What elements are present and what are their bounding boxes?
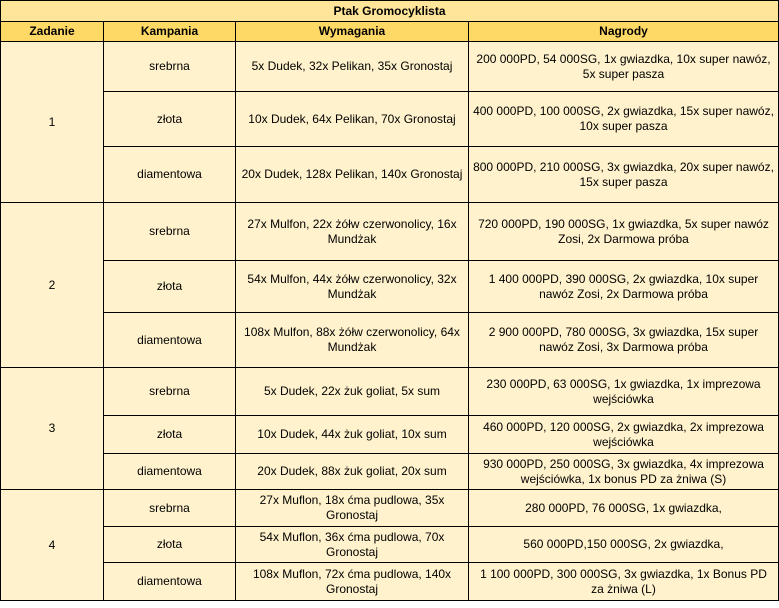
requirements-cell: 10x Dudek, 44x żuk goliat, 10x sum — [236, 416, 469, 454]
rewards-cell: 1 400 000PD, 390 000SG, 2x gwiazdka, 10x super nawóz Zosi, 2x Darmowa próba — [469, 261, 779, 313]
rewards-cell: 200 000PD, 54 000SG, 1x gwiazdka, 10x super nawóz, 5x super pasza — [469, 42, 779, 92]
requirements-cell: 5x Dudek, 22x żuk goliat, 5x sum — [236, 368, 469, 416]
campaign-cell: złota — [104, 527, 236, 563]
rewards-cell: 930 000PD, 250 000SG, 3x gwiazdka, 4x imprezowa wejściówka, 1x bonus PD za żniwa (S) — [469, 454, 779, 490]
rewards-cell: 280 000PD, 76 000SG, 1x gwiazdka, — [469, 490, 779, 527]
task-number: 3 — [1, 368, 104, 490]
campaign-cell: złota — [104, 92, 236, 147]
task-number: 2 — [1, 203, 104, 368]
title-row — [1, 1, 779, 22]
campaign-cell: srebrna — [104, 203, 236, 261]
requirements-cell: 27x Mulfon, 22x żółw czerwonolicy, 16x Mundżak — [236, 203, 469, 261]
campaign-cell: diamentowa — [104, 454, 236, 490]
campaign-cell: srebrna — [104, 490, 236, 527]
table-row — [1, 454, 779, 490]
requirements-cell: 54x Muflon, 36x ćma pudlowa, 70x Gronostaj — [236, 527, 469, 563]
campaign-cell: diamentowa — [104, 563, 236, 601]
requirements-cell: 108x Muflon, 72x ćma pudlowa, 140x Gronostaj — [236, 563, 469, 601]
table-row — [1, 147, 779, 203]
requirements-cell: 27x Muflon, 18x ćma pudlowa, 35x Gronostaj — [236, 490, 469, 527]
header-wymagania: Wymagania — [236, 22, 469, 42]
requirements-cell: 20x Dudek, 88x żuk goliat, 20x sum — [236, 454, 469, 490]
rewards-cell: 460 000PD, 120 000SG, 2x gwiazdka, 2x imprezowa wejściówka — [469, 416, 779, 454]
table-row — [1, 563, 779, 601]
table-row — [1, 203, 779, 261]
task-number: 1 — [1, 42, 104, 203]
rewards-cell: 720 000PD, 190 000SG, 1x gwiazdka, 5x super nawóz Zosi, 2x Darmowa próba — [469, 203, 779, 261]
rewards-cell: 1 100 000PD, 300 000SG, 3x gwiazdka, 1x Bonus PD za żniwa (L) — [469, 563, 779, 601]
campaign-cell: srebrna — [104, 42, 236, 92]
campaign-cell: diamentowa — [104, 147, 236, 203]
requirements-cell: 20x Dudek, 128x Pelikan, 140x Gronostaj — [236, 147, 469, 203]
campaign-cell: diamentowa — [104, 313, 236, 368]
campaign-cell: złota — [104, 416, 236, 454]
requirements-cell: 54x Mulfon, 44x żółw czerwonolicy, 32x Mundżak — [236, 261, 469, 313]
table-row — [1, 313, 779, 368]
requirements-cell: 5x Dudek, 32x Pelikan, 35x Gronostaj — [236, 42, 469, 92]
table-row — [1, 490, 779, 527]
requirements-cell: 10x Dudek, 64x Pelikan, 70x Gronostaj — [236, 92, 469, 147]
header-kampania: Kampania — [104, 22, 236, 42]
rewards-cell: 800 000PD, 210 000SG, 3x gwiazdka, 20x super nawóz, 15x super pasza — [469, 147, 779, 203]
table-row — [1, 368, 779, 416]
header-nagrody: Nagrody — [469, 22, 779, 42]
table-row — [1, 527, 779, 563]
table-row — [1, 416, 779, 454]
campaign-cell: srebrna — [104, 368, 236, 416]
table-row — [1, 261, 779, 313]
task-number: 4 — [1, 490, 104, 601]
requirements-cell: 108x Mulfon, 88x żółw czerwonolicy, 64x Mundżak — [236, 313, 469, 368]
table-row — [1, 92, 779, 147]
rewards-cell: 230 000PD, 63 000SG, 1x gwiazdka, 1x imprezowa wejściówka — [469, 368, 779, 416]
table-row — [1, 42, 779, 92]
rewards-cell: 2 900 000PD, 780 000SG, 3x gwiazdka, 15x super nawóz Zosi, 3x Darmowa próba — [469, 313, 779, 368]
rewards-cell: 560 000PD,150 000SG, 2x gwiazdka, — [469, 527, 779, 563]
campaign-cell: złota — [104, 261, 236, 313]
rewards-cell: 400 000PD, 100 000SG, 2x gwiazdka, 15x super nawóz, 10x super pasza — [469, 92, 779, 147]
table-title: Ptak Gromocyklista — [1, 1, 779, 22]
header-zadanie: Zadanie — [1, 22, 104, 42]
header-row — [1, 22, 779, 42]
